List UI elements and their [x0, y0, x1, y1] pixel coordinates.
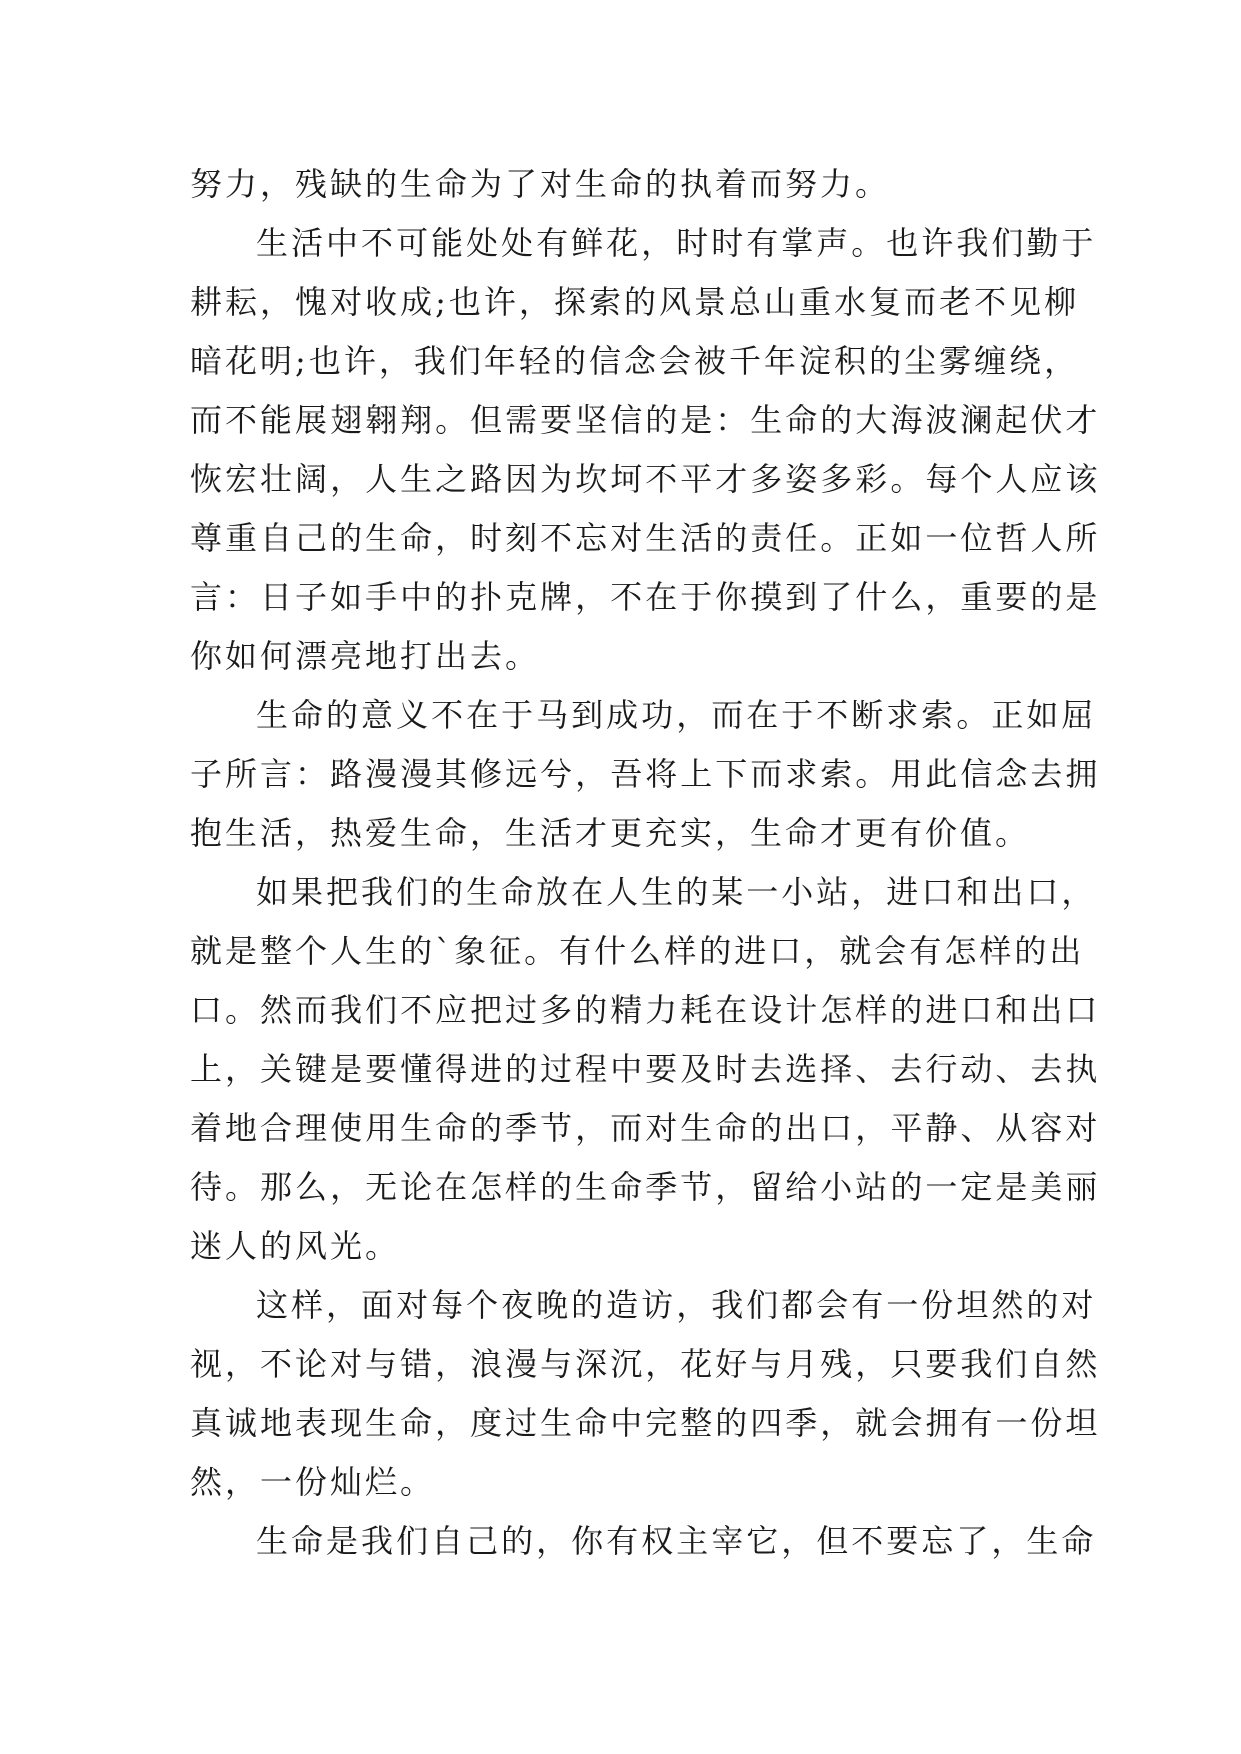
text-line: 视 ， 不 论 对 与 错 ， 浪 漫 与 深 沉 ， 花 好 与 月 残 ， 只 要 我 们 自 然 — [190, 1345, 1101, 1383]
text-line: 着 地 合 理 使 用 生 命 的 季 节 ， 而 对 生 命 的 出 口 ， 平 静 、 从 容 对 — [190, 1109, 1101, 1147]
text-line: 言 ： 日 子 如 手 中 的 扑 克 牌 ， 不 在 于 你 摸 到 了 什 么 ， 重 要 的 是 — [190, 578, 1101, 616]
text-line: 尊 重 自 己 的 生 命 ， 时 刻 不 忘 对 生 活 的 责 任 。 正 如 一 位 哲 人 所 — [190, 519, 1101, 557]
text-line: 迷人的风光。 — [190, 1227, 401, 1265]
text-line: 口 。 然 而 我 们 不 应 把 过 多 的 精 力 耗 在 设 计 怎 样 的 进 口 和 出 口 — [190, 991, 1101, 1029]
text-line: 就 是 整 个 人 生 的 ` 象 征 。 有 什 么 样 的 进 口 ， 就 会 有 怎 样 的 出 — [190, 932, 1085, 970]
text-line: 如 果 把 我 们 的 生 命 放 在 人 生 的 某 一 小 站 ， 进 口 和 出 口 ， — [256, 873, 1097, 911]
text-line: 真 诚 地 表 现 生 命 ， 度 过 生 命 中 完 整 的 四 季 ， 就 会 拥 有 一 份 坦 — [190, 1404, 1101, 1442]
text-line: 你如何漂亮地打出去。 — [190, 637, 541, 675]
document-body-text — [190, 155, 1101, 1571]
text-line: 上 ， 关 键 是 要 懂 得 进 的 过 程 中 要 及 时 去 选 择 、 去 行 动 、 去 执 — [190, 1050, 1101, 1088]
text-line: 然，一份灿烂。 — [190, 1463, 436, 1501]
text-line: 抱生活，热爱生命，生活才更充实，生命才更有价值。 — [190, 814, 1031, 852]
text-line: 耕 耘 ， 愧 对 收 成 ; 也 许 ， 探 索 的 风 景 总 山 重 水 复 而 老 不 见 柳 — [190, 283, 1080, 321]
text-line: 暗 花 明 ; 也 许 ， 我 们 年 轻 的 信 念 会 被 千 年 淀 积 的 尘 雾 缠 绕 ， — [190, 342, 1080, 380]
text-line: 而 不 能 展 翅 翱 翔 。 但 需 要 坚 信 的 是 ： 生 命 的 大 海 波 澜 起 伏 才 — [190, 401, 1101, 439]
text-line: 待 。 那 么 ， 无 论 在 怎 样 的 生 命 季 节 ， 留 给 小 站 的 一 定 是 美 丽 — [190, 1168, 1101, 1206]
text-line: 生 活 中 不 可 能 处 处 有 鲜 花 ， 时 时 有 掌 声 。 也 许 我 们 勤 于 — [256, 224, 1097, 262]
text-line: 生 命 是 我 们 自 己 的 ， 你 有 权 主 宰 它 ， 但 不 要 忘 了 ， 生 命 — [256, 1522, 1097, 1560]
text-line: 恢 宏 壮 阔 ， 人 生 之 路 因 为 坎 坷 不 平 才 多 姿 多 彩 。 每 个 人 应 该 — [190, 460, 1101, 498]
text-line: 这 样 ， 面 对 每 个 夜 晚 的 造 访 ， 我 们 都 会 有 一 份 坦 然 的 对 — [256, 1286, 1097, 1324]
text-line: 努力，残缺的生命为了对生命的执着而努力。 — [190, 165, 891, 203]
text-line: 子 所 言 ： 路 漫 漫 其 修 远 兮 ， 吾 将 上 下 而 求 索 。 用 此 信 念 去 拥 — [190, 755, 1101, 793]
text-line: 生 命 的 意 义 不 在 于 马 到 成 功 ， 而 在 于 不 断 求 索 。 正 如 屈 — [256, 696, 1097, 734]
